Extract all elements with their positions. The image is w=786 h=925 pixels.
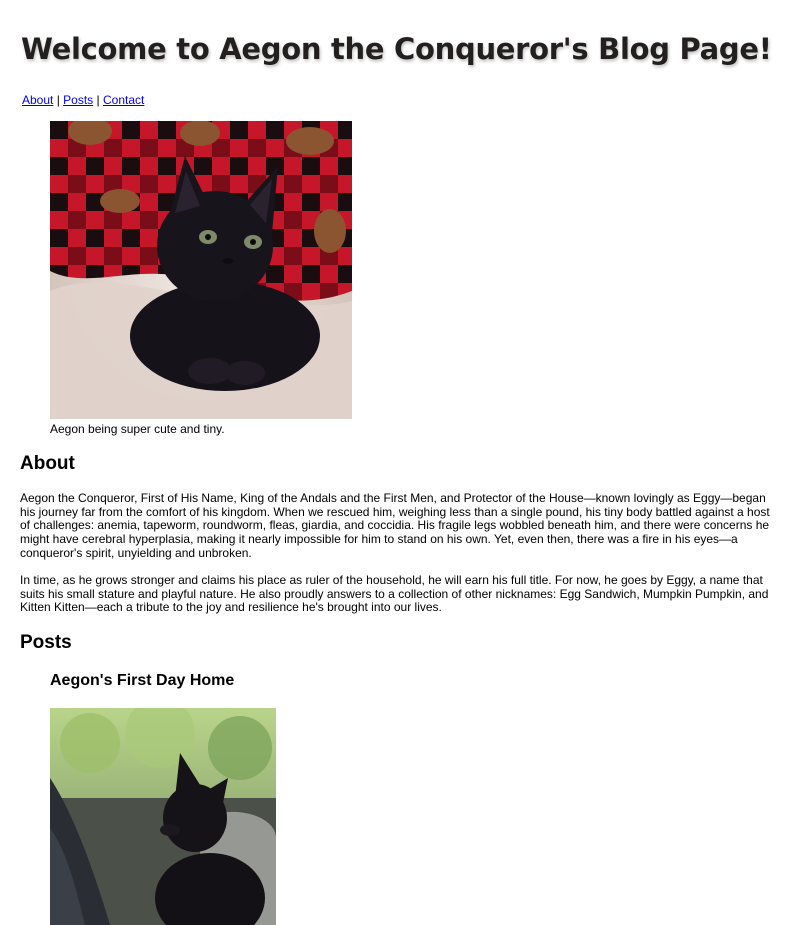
top-nav: [22, 92, 144, 108]
about-heading: About: [20, 453, 75, 474]
post-title: Aegon's First Day Home: [50, 672, 235, 689]
hero-figure: [50, 121, 352, 437]
hero-caption: Aegon being super cute and tiny.: [50, 422, 225, 436]
nav-separator: |: [96, 93, 100, 107]
about-paragraph-1: Aegon the Conqueror, First of His Name, King of the Andals and the First Men, and Protector of the House—known lovingly as Eggy—began his journey far from the comfort of his kingdom. When we rescued him, weighing less than a single pound, his tiny body battled against a host of challenges: anemia, tapeworm, roundworm, fleas, giardia, and coccidia. His fragile legs wobbled beneath him, and there were concerns he might have cerebral hyperplasia, making it nearly impossible for him to stand on his own. Yet, even then, there was a fire in his eyes—a conqueror's spirit, unyielding and unbroken.: [20, 491, 770, 560]
page-title: Welcome to Aegon the Conqueror's Blog Page!: [21, 32, 772, 66]
nav-separator: |: [56, 93, 60, 107]
nav-link-about[interactable]: About: [22, 93, 54, 107]
nav-link-posts[interactable]: Posts: [63, 93, 94, 107]
about-paragraph-2: In time, as he grows stronger and claims his place as ruler of the household, he will earn his full title. For now, he goes by Eggy, a name that suits his small stature and playful nature. He also proudly answers to a collection of other nicknames: Egg Sandwich, Mumpkin Pumpkin, and Kitten Kitten—each a tribute to the joy and resilience he's brought into our lives.: [20, 573, 769, 615]
kitten-in-car-photo: [50, 708, 276, 925]
nav-link-contact[interactable]: Contact: [103, 93, 145, 107]
kitten-photo: [50, 121, 352, 419]
posts-heading: Posts: [20, 632, 72, 653]
